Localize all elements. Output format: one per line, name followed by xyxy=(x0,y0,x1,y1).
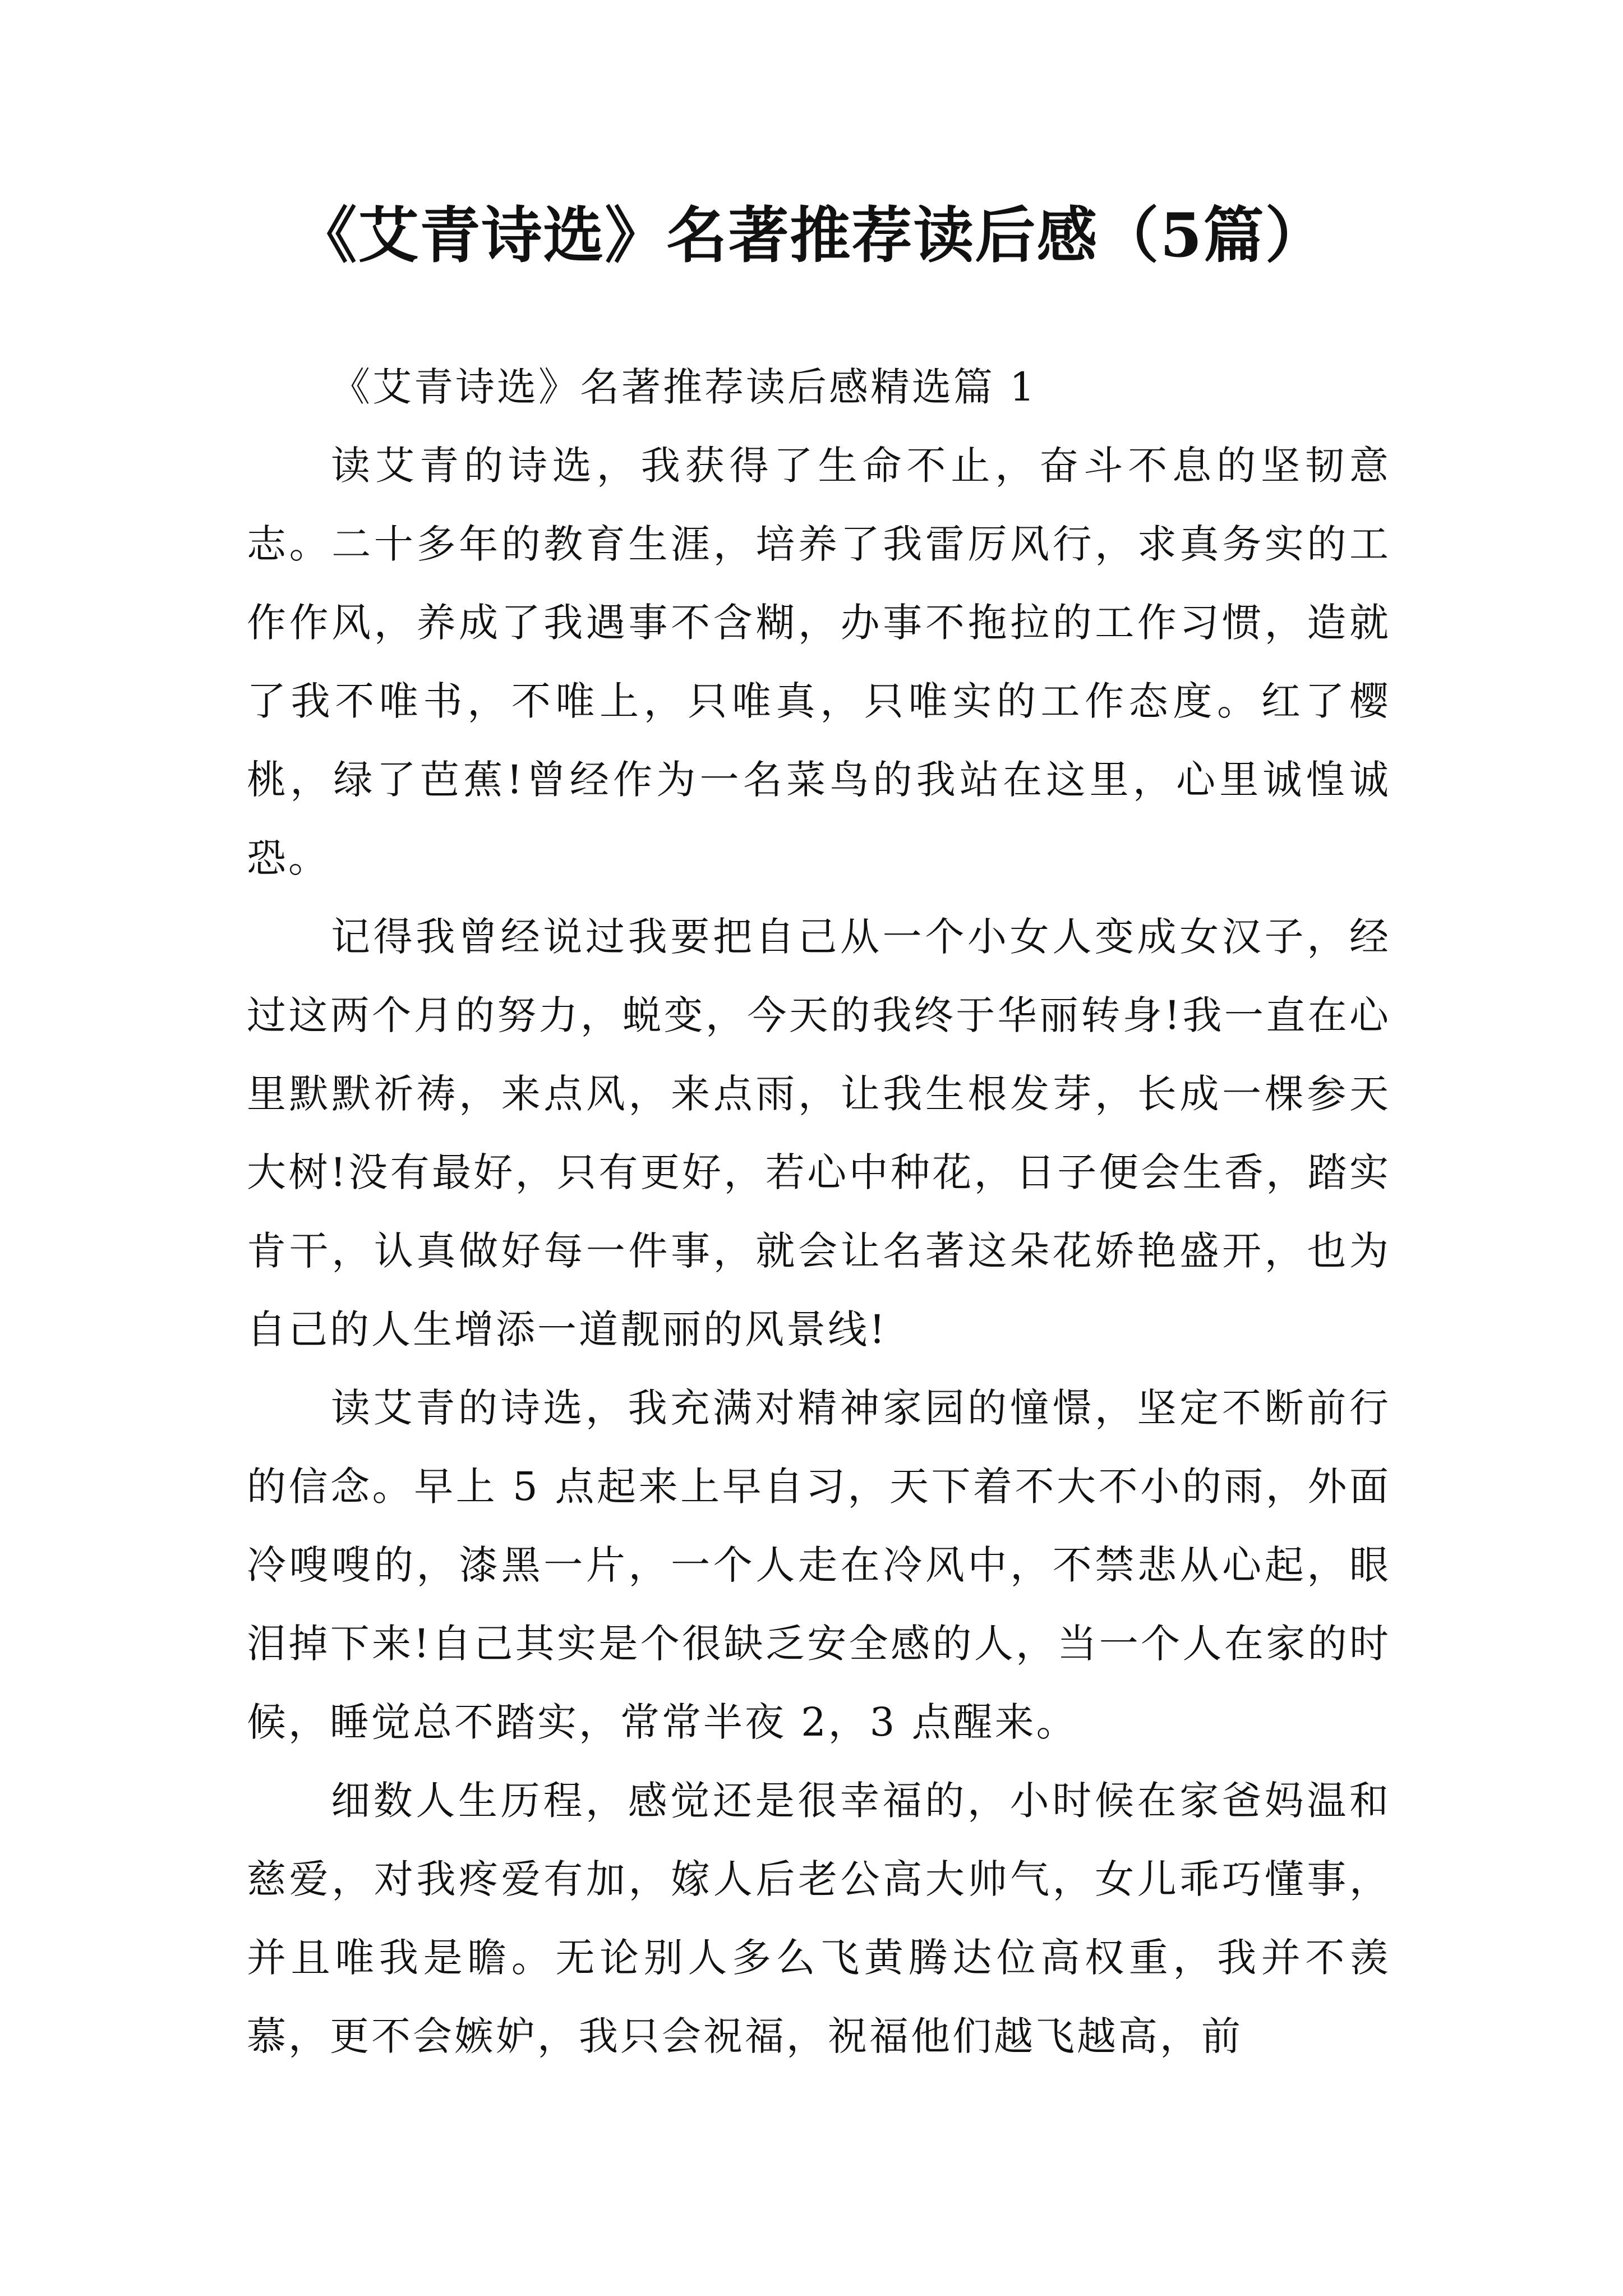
paragraph-4: 细数人生历程，感觉还是很幸福的，小时候在家爸妈温和慈爱，对我疼爱有加，嫁人后老公高大帅气，女儿乖巧懂事，并且唯我是瞻。无论别人多么飞黄腾达位高权重，我并不羡慕，更不会嫉妒，我只会祝福，祝福他们越飞越高，前 xyxy=(247,1778,1391,2059)
document-title: 《艾青诗选》名著推荐读后感（5篇） xyxy=(296,200,1327,271)
paragraph-3: 读艾青的诗选，我充满对精神家园的憧憬，坚定不断前行的信念。早上 5 点起来上早自习，天下着不大不小的雨，外面冷嗖嗖的，漆黑一片，一个人走在冷风中，不禁悲从心起，眼泪掉下来!自己其实是个很缺乏安全感的人，当一个人在家的时候，睡觉总不踏实，常常半夜 2，3 点醒来。 xyxy=(247,1385,1391,1745)
section-heading: 《艾青诗选》名著推荐读后感精选篇 1 xyxy=(331,364,1037,410)
paragraph-1: 读艾青的诗选，我获得了生命不止，奋斗不息的坚韧意志。二十多年的教育生涯，培养了我雷厉风行，求真务实的工作作风，养成了我遇事不含糊，办事不拖拉的工作习惯，造就了我不唯书，不唯上，只唯真，只唯实的工作态度。红了樱桃，绿了芭蕉!曾经作为一名菜鸟的我站在这里，心里诚惶诚恐。 xyxy=(247,443,1391,881)
paragraph-2: 记得我曾经说过我要把自己从一个小女人变成女汉子，经过这两个月的努力，蜕变，今天的我终于华丽转身!我一直在心里默默祈祷，来点风，来点雨，让我生根发芽，长成一棵参天大树!没有最好，只有更好，若心中种花，日子便会生香，踏实肯干，认真做好每一件事，就会让名著这朵花娇艳盛开，也为自己的人生增添一道靓丽的风景线! xyxy=(247,914,1391,1352)
document-body xyxy=(247,348,1391,2076)
